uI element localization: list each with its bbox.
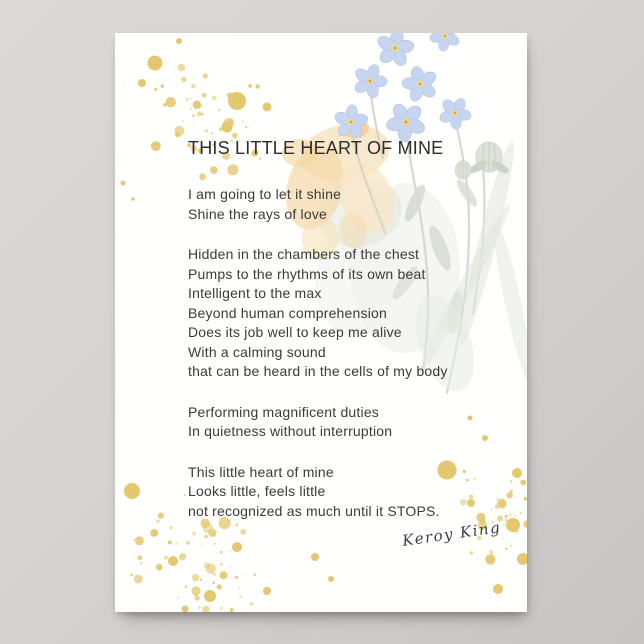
- poem-line: I am going to let it shine: [188, 186, 342, 202]
- poem-line: Shine the rays of love: [188, 205, 328, 222]
- poem-line: Hidden in the chambers of the chest: [188, 246, 420, 262]
- poem-line: With a calming sound: [188, 343, 326, 360]
- poem-line: Performing magnificent duties: [188, 403, 379, 420]
- poster: [115, 33, 527, 612]
- poem-stanza: [188, 463, 511, 522]
- poem-stanza: [188, 185, 511, 224]
- poem-line: that can be heard in the cells of my body: [188, 363, 448, 379]
- author-signature: Keroy King: [401, 518, 503, 550]
- poem-line: Does its job well to keep me alive: [188, 324, 402, 340]
- poem-stanza: [188, 245, 511, 382]
- poem-line: Intelligent to the max: [188, 285, 322, 301]
- poem-line: In quietness without interruption: [188, 423, 393, 439]
- poem-line: not recognized as much until it STOPS.: [188, 502, 440, 519]
- poem-title: THIS LITTLE HEART OF MINE: [188, 138, 444, 158]
- poem-line: This little heart of mine: [188, 463, 334, 480]
- poem-line: Looks little, feels little: [188, 483, 326, 499]
- poem-line: Pumps to the rhythms of its own beat: [188, 265, 426, 282]
- poem-text-block: [188, 137, 511, 542]
- forget-me-not-flowers: [332, 33, 478, 150]
- poem-line: Beyond human comprehension: [188, 304, 387, 321]
- poem-stanza: [188, 403, 511, 442]
